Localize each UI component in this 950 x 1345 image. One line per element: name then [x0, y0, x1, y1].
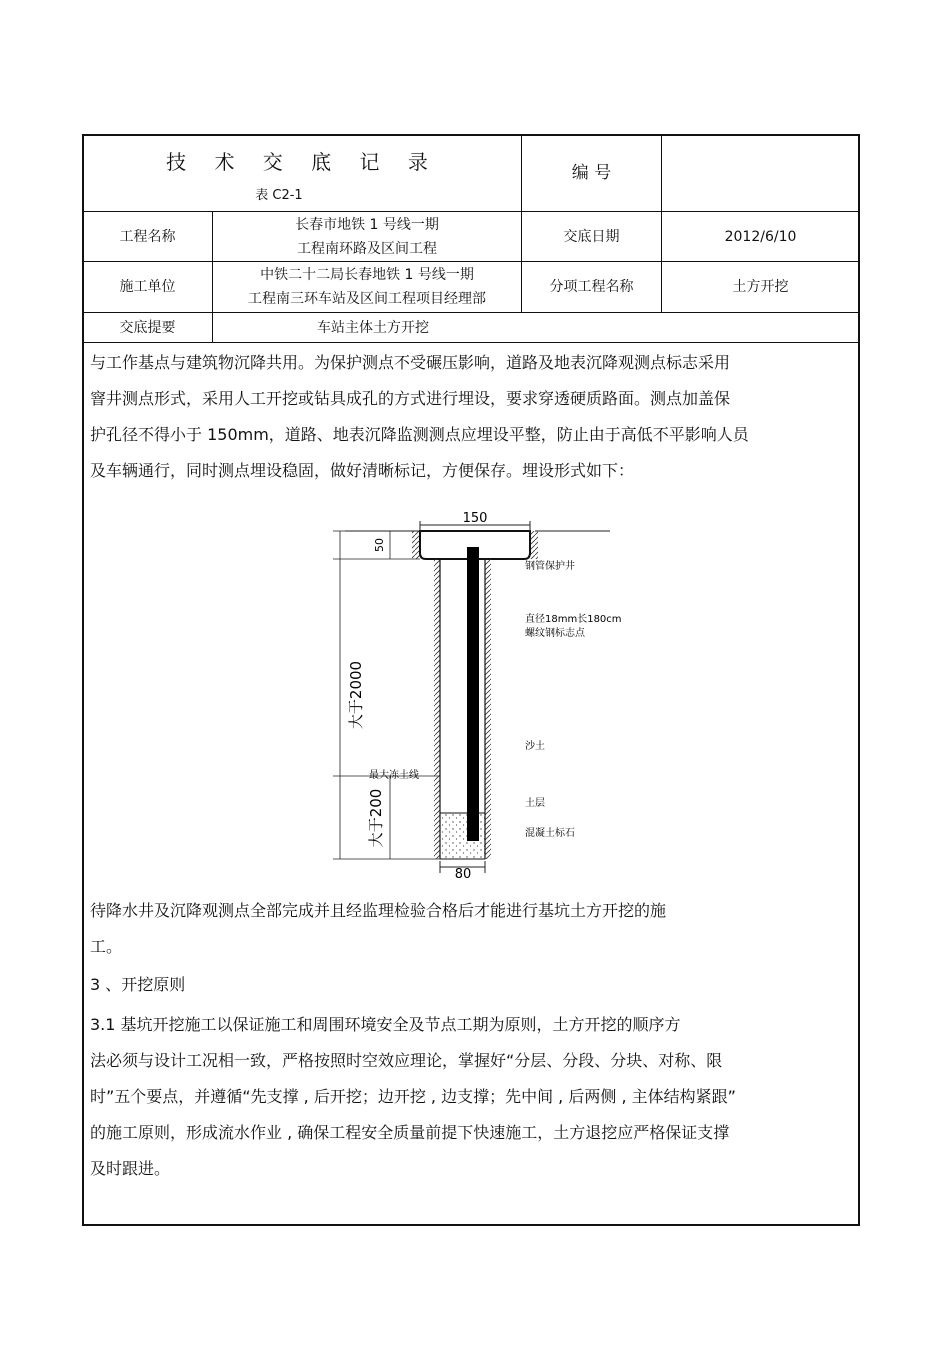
dim-top-width: 150 [462, 511, 488, 526]
label-rod: 直径18mm长180cm [525, 614, 622, 625]
body-paragraph-2 [90, 893, 850, 965]
text-line: 及时跟进。 [90, 1159, 171, 1178]
subitem-label: 分项工程名称 [549, 279, 634, 295]
text-line: 及车辆通行，同时测点埋设稳固，做好清晰标记，方便保存。埋设形式如下： [90, 461, 635, 480]
subitem-value: 土方开挖 [732, 279, 789, 295]
body-paragraph-1 [90, 345, 850, 489]
cap-hatch [412, 531, 420, 559]
text-line: 3 、开挖原则 [90, 975, 186, 994]
text-line: 的施工原则，形成流水作业 , 确保工程安全质量前提下快速施工，土方退挖应严格保证支撑 [90, 1123, 730, 1142]
section-heading [90, 967, 850, 1003]
text-line: 法必须与设计工况相一致，严格按照时空效应理论，掌握好“分层、分段、分块、对称、限 [90, 1051, 723, 1070]
form-number: 表 C2-1 [255, 188, 303, 203]
label-pipe: 钢管保护井 [525, 561, 575, 572]
dim-total-depth: 大于2000 [347, 660, 365, 730]
text-line: 护孔径不得小于 150mm，道路、地表沉降监测测点应埋设平整，防止由于高低不平影响人员 [90, 425, 749, 444]
monitoring-point-diagram [325, 505, 625, 880]
label-sand: 沙土 [525, 741, 545, 752]
text-line: 3.1 基坑开挖施工以保证施工和周围环境安全及节点工期为原则，土方开挖的顺序方 [90, 1015, 681, 1034]
project-name-line: 长春市地铁 1 号线一期 [295, 216, 439, 233]
project-name-label: 工程名称 [119, 228, 176, 245]
summary-value: 车站主体土方开挖 [317, 319, 429, 336]
project-name-line: 工程南环路及区间工程 [297, 240, 437, 257]
cap-hatch [530, 531, 538, 559]
body-paragraph-3 [90, 1007, 850, 1187]
table-rule [82, 342, 860, 343]
dim-cap-depth: 50 [373, 538, 386, 552]
label-soil: 土层 [525, 798, 545, 809]
label-rod: 螺纹钢标志点 [525, 628, 585, 639]
dim-frost-depth: 大于200 [367, 788, 385, 848]
text-line: 工。 [90, 937, 123, 956]
label-concrete: 混凝土标石 [525, 828, 575, 839]
summary-label: 交底提要 [119, 319, 176, 336]
label-frost: 最大冻土线 [369, 770, 419, 781]
steel-rod [467, 547, 479, 841]
text-line: 窨井测点形式，采用人工开挖或钻具成孔的方式进行埋设，要求穿透硬质路面。测点加盖保 [90, 389, 731, 408]
unit-line: 中铁二十二局长春地铁 1 号线一期 [260, 267, 474, 283]
text-line: 与工作基点与建筑物沉降共用。为保护测点不受碾压影响，道路及地表沉降观测点标志采用 [90, 353, 731, 372]
text-line: 待降水井及沉降观测点全部完成并且经监理检验合格后才能进行基坑土方开挖的施 [90, 901, 667, 920]
shaft-hatch [485, 559, 491, 859]
project-name-value [213, 212, 521, 261]
unit-label: 施工单位 [119, 279, 176, 295]
unit-value [213, 262, 521, 312]
document-title: 技 术 交 底 记 录 [166, 150, 439, 174]
date-label: 交底日期 [563, 228, 620, 245]
code-label: 编 号 [571, 163, 612, 183]
unit-line: 工程南三环车站及区间工程项目经理部 [248, 291, 486, 307]
dim-bottom-width: 80 [454, 867, 472, 880]
code-value [662, 135, 859, 211]
shaft-hatch [434, 559, 440, 859]
text-line: 时”五个要点，并遵循“先支撑 , 后开挖；边开挖 , 边支撑；先中间 , 后两侧 , 主体结构紧跟” [90, 1087, 736, 1106]
date-value: 2012/6/10 [724, 228, 797, 245]
